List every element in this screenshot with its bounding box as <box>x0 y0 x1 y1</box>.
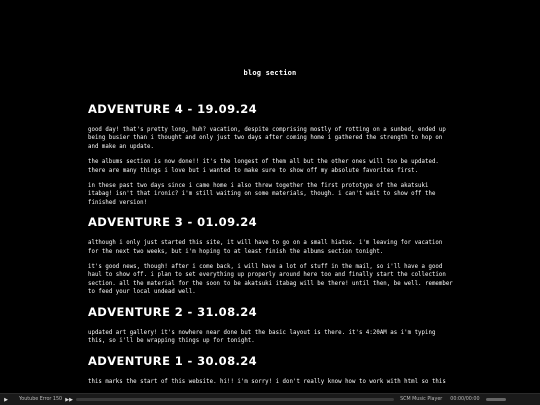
progress-track[interactable] <box>76 398 394 401</box>
entry-paragraph: good day! that's pretty long, huh? vacation, despite comprising mostly of rotting on a sunbed, ended up being busier than i thought and only just two days after coming home i gathered the strength to hop on and make an update. <box>88 127 446 150</box>
volume-slider[interactable] <box>486 398 506 401</box>
entry-paragraph: this marks the start of this website. hi!! i'm sorry! i don't really know how to work with html so this <box>88 378 446 385</box>
blog-entry <box>88 305 454 346</box>
entry-paragraph: the albums section is now done!! it's the longest of them all but the other ones will too be updated. there are many things i love but i wanted to make sure to show off my absolute favorites first. <box>88 159 439 174</box>
play-icon[interactable]: ▶ <box>4 396 8 403</box>
player-time: 00:00/00:00 <box>450 397 480 402</box>
entry-paragraph: updated art gallery! it's nowhere near done but the basic layout is there. it's 4:20AM as i'm typing this, so i'll be wrapping things up for tonight. <box>88 329 436 345</box>
entry-heading: ADVENTURE 1 - 30.08.24 <box>88 353 258 368</box>
next-icon[interactable]: ▶▶ <box>65 396 73 403</box>
entry-paragraph: although i only just started this site, it will have to go on a small hiatus. i'm leaving for vacation for the next two weeks, but i'm hoping to at least finish the albums section tonight. <box>88 240 443 255</box>
entry-paragraph: it's good news, though! after i come back, i will have a lot of stuff in the mail, so i'll have a good haul to show off. i plan to set everything up properly around here too and finally start the collection section. all the material for the soon to be akatsuki itabag will be there! until then, be well. remember to feed your local undead well. <box>88 264 453 296</box>
blog-entry <box>88 215 454 296</box>
entry-heading: ADVENTURE 2 - 31.08.24 <box>88 304 258 319</box>
music-player-bar <box>0 393 540 405</box>
page-title: blog section <box>243 69 297 77</box>
entry-paragraph: in these past two days since i came home i also threw together the first prototype of the akatsuki itabag! isn't that ironic? i'm still waiting on some materials, though. i can't wait to show off the finished version! <box>88 183 436 206</box>
blog-entry <box>88 102 454 207</box>
blog-entry <box>88 354 454 386</box>
player-name: SCM Music Player <box>400 397 443 402</box>
player-source-label: Youtube Error 150 <box>19 397 63 402</box>
entry-heading: ADVENTURE 3 - 01.09.24 <box>88 215 258 230</box>
entry-heading: ADVENTURE 4 - 19.09.24 <box>88 102 258 116</box>
blog-content <box>88 102 454 393</box>
